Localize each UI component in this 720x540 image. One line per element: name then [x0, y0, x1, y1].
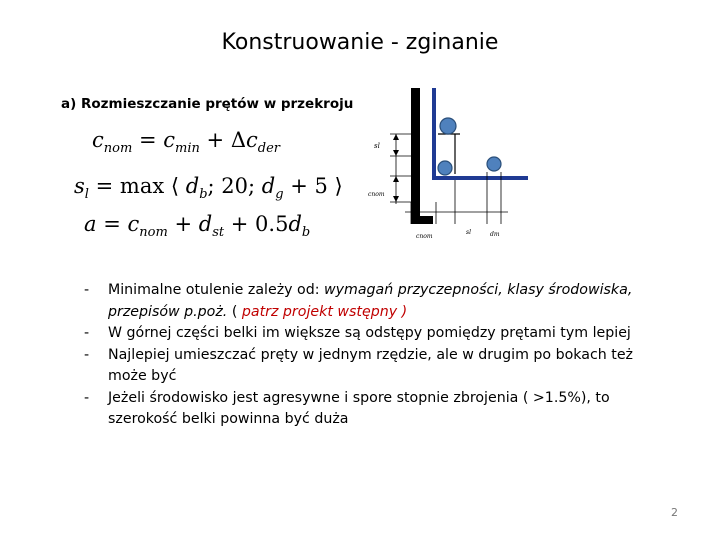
label-sl: sl — [374, 142, 380, 150]
bullet-dash: - — [84, 346, 90, 363]
bullet-text: Minimalne otulenie zależy od: — [108, 282, 325, 298]
stirrup-horizontal — [432, 176, 528, 180]
section-subtitle: a) Rozmieszczanie prętów w przekroju — [61, 96, 354, 112]
page-number: 2 — [671, 506, 678, 519]
label-cnom-left: cnom — [368, 191, 385, 198]
slide-title: Konstruowanie - zginanie — [221, 30, 499, 55]
dim-left-arrow-2 — [393, 150, 399, 156]
dim-left-arrow-4 — [393, 196, 399, 202]
stirrup-vertical — [432, 88, 436, 180]
bullet-dash: - — [84, 389, 90, 406]
rebar-bottom-right — [487, 157, 501, 171]
bullet-text: patrz projekt wstępny ) — [241, 303, 408, 320]
label-dm: dm — [490, 231, 500, 238]
rebar-top — [440, 118, 456, 134]
formula-sl: $s_l = \max$ ⟨ $d_b$; 20; $d_g + 5$ ⟩ — [74, 174, 343, 202]
bullet-item — [84, 345, 664, 388]
label-cnom-bottom: cnom — [416, 233, 433, 240]
bullet-item — [84, 388, 664, 431]
bullet-text: ( — [227, 303, 242, 320]
formula-a: $a = c_{nom} + d_{st} + 0.5d_b$ — [84, 212, 311, 240]
bullet-text: Najlepiej umieszczać pręty w jednym rzędzie, ale w drugim po bokach też może być — [108, 346, 633, 384]
formula-cnom: $c_{nom} = c_{min} + \Delta c_{der}$ — [92, 128, 280, 156]
bullet-list — [84, 280, 664, 431]
dim-left-arrow-3 — [393, 176, 399, 182]
label-sl-bottom: sl — [466, 229, 471, 236]
bullet-text: Jeżeli środowisko jest agresywne i spore stopnie zbrojenia ( >1.5%), to szerokość belki powinna być duża — [108, 389, 610, 427]
rebar-spacing-diagram — [360, 84, 550, 244]
bullet-text: wymagań przyczepności, klasy środowiska, przepisów p.poż. — [108, 282, 633, 320]
rebar-bottom-left — [438, 161, 452, 175]
bullet-dash: - — [84, 282, 90, 298]
bullet-text: W górnej części belki im większe są odstępy pomiędzy prętami tym lepiej — [108, 325, 631, 341]
bullet-item — [84, 280, 664, 323]
bullet-dash: - — [84, 325, 90, 341]
beam-bottom-edge — [411, 216, 433, 224]
bullet-item — [84, 323, 664, 345]
dim-left-arrow-1 — [393, 134, 399, 140]
